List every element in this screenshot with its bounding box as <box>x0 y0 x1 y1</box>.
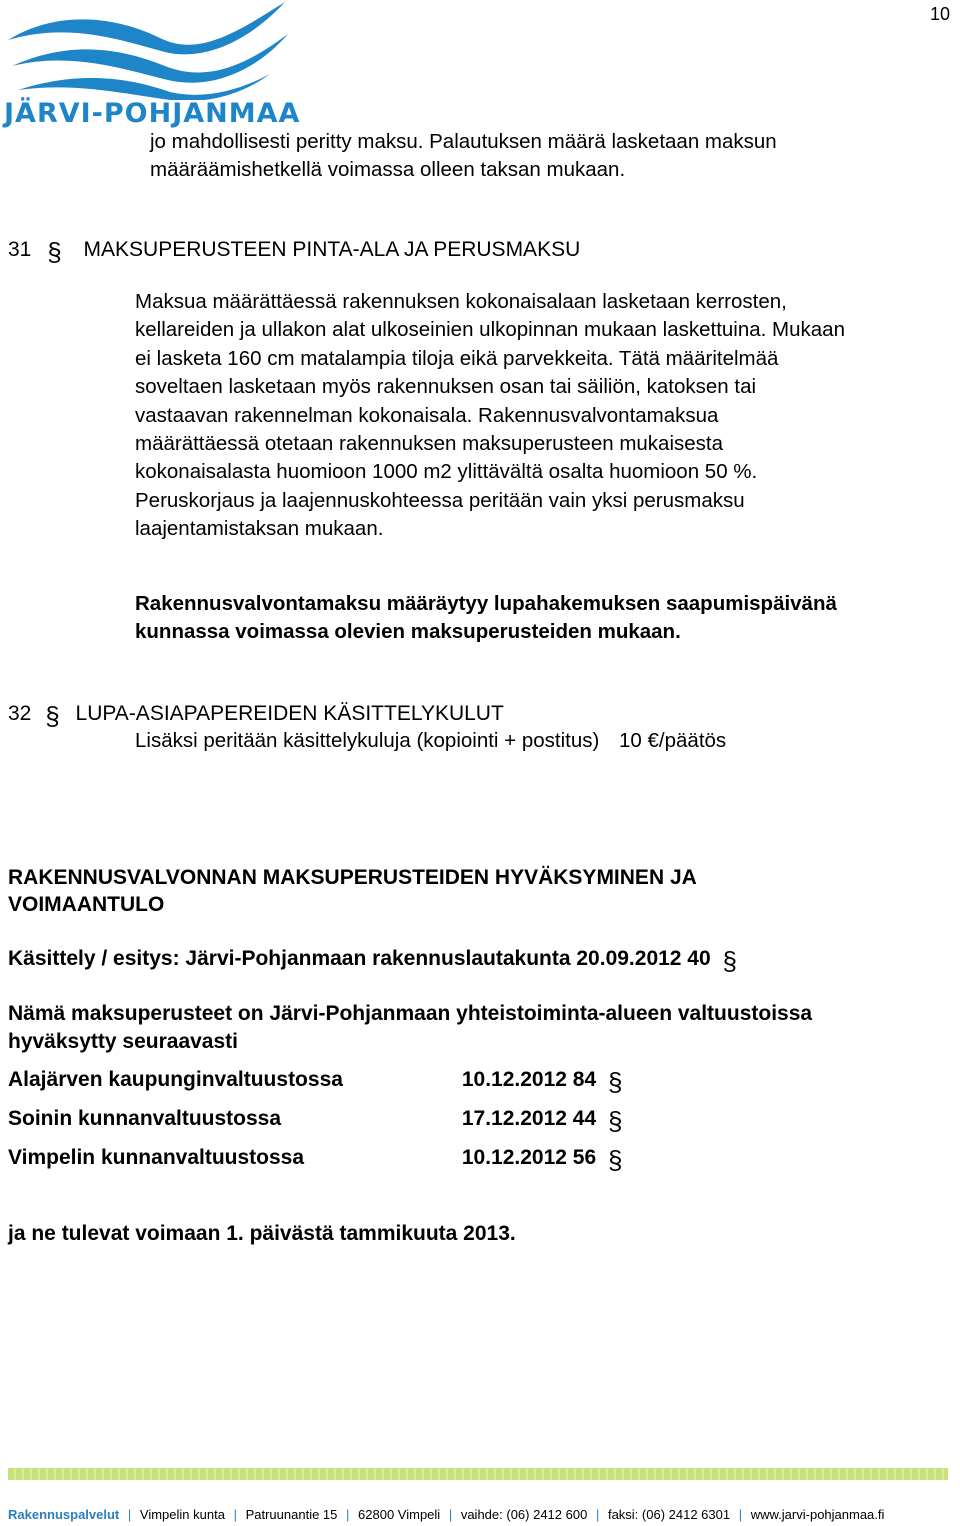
bold-line: Rakennusvalvontamaksu määräytyy lupahakemuksen saapumispäivänä <box>135 592 837 615</box>
footer-website-link[interactable]: www.jarvi-pohjanmaa.fi <box>750 1507 885 1522</box>
footer-item: vaihde: (06) 2412 600 <box>460 1507 588 1522</box>
section-number: 32 <box>8 702 32 725</box>
intro-line: määräämishetkellä voimassa olleen taksan mukaan. <box>150 158 626 182</box>
section-sign: § <box>722 946 737 976</box>
text-line: ei lasketa 160 cm matalampia tiloja eikä parvekkeita. Tätä määritelmää <box>135 346 779 370</box>
approved-line: Nämä maksuperusteet on Järvi-Pohjanmaan yhteistoiminta-alueen valtuustoissa <box>8 1002 813 1025</box>
council-date: 10.12.2012 84 <box>461 1068 597 1091</box>
page-number: 10 <box>929 4 950 24</box>
intro-line: jo mahdollisesti peritty maksu. Palautuksen määrä lasketaan maksun <box>150 130 777 153</box>
text-line: Peruskorjaus ja laajennuskohteessa peritään vain yksi perusmaksu <box>135 488 745 512</box>
text-line: soveltaen lasketaan myös rakennuksen osan tai säiliön, katoksen tai <box>135 375 757 399</box>
section-sign: § <box>607 1106 623 1136</box>
logo-waves-icon <box>0 0 300 100</box>
fee-description: Lisäksi peritään käsittelykuluja (kopiointi + postitus) <box>135 729 600 752</box>
section-32-text <box>135 727 726 755</box>
footer-separator: | <box>233 1507 237 1522</box>
footer-divider <box>8 1468 948 1480</box>
text-line: määrättäessä otetaan rakennuksen maksuperusteen mukaisesta <box>135 432 724 456</box>
section-title: MAKSUPERUSTEEN PINTA-ALA JA PERUSMAKSU <box>83 238 581 261</box>
footer-separator: | <box>346 1507 350 1522</box>
footer-item: Vimpelin kunta <box>139 1507 225 1522</box>
council-row <box>8 1067 622 1098</box>
section-32-heading <box>8 700 504 730</box>
council-date: 17.12.2012 44 <box>461 1107 597 1130</box>
intro-paragraph <box>150 128 777 185</box>
section-sign: § <box>607 1145 623 1175</box>
council-name: Soinin kunnanvaltuustossa <box>8 1107 282 1130</box>
footer-separator: | <box>127 1507 132 1522</box>
council-row <box>8 1106 622 1137</box>
logo <box>0 0 300 130</box>
section-title: LUPA-ASIAPAPEREIDEN KÄSITTELYKULUT <box>75 702 504 725</box>
council-row <box>8 1145 622 1176</box>
text-line: kokonaisalasta huomioon 1000 m2 ylittävältä osalta huomioon 50 %. <box>135 460 758 484</box>
footer-item: faksi: (06) 2412 6301 <box>607 1507 731 1522</box>
fee-amount: 10 €/päätös <box>619 729 727 752</box>
effective-date-line: ja ne tulevat voimaan 1. päivästä tammikuuta 2013. <box>8 1222 516 1245</box>
logo-text: JÄRVI-POHJANMAA <box>4 98 301 129</box>
section-number: 31 <box>8 238 32 261</box>
approved-statement <box>8 1000 812 1056</box>
section-31-bold-note <box>135 590 837 647</box>
approved-line: hyväksytty seuraavasti <box>8 1030 238 1053</box>
text-line: laajentamistaksan mukaan. <box>135 517 384 541</box>
text-line: vastaavan rakennelman kokonaisala. Rakennusvalvontamaksua <box>135 403 719 427</box>
council-date: 10.12.2012 56 <box>461 1146 597 1169</box>
approval-title-line: VOIMAANTULO <box>8 893 165 916</box>
council-name: Alajärven kaupunginvaltuustossa <box>8 1068 343 1091</box>
footer <box>8 1507 884 1522</box>
approval-title <box>8 864 697 918</box>
approval-title-line: RAKENNUSVALVONNAN MAKSUPERUSTEIDEN HYVÄKSYMINEN JA <box>8 866 697 889</box>
section-sign: § <box>45 701 60 731</box>
text-line: kellareiden ja ullakon alat ulkoseinien ulkopinnan mukaan laskettuina. Mukaan <box>135 318 845 342</box>
handling-text: Käsittely / esitys: Järvi-Pohjanmaan rakennuslautakunta 20.09.2012 40 <box>8 947 711 970</box>
footer-item: 62800 Vimpeli <box>358 1507 441 1522</box>
bold-line: kunnassa voimassa olevien maksuperusteiden mukaan. <box>135 620 681 644</box>
council-name: Vimpelin kunnanvaltuustossa <box>8 1146 305 1169</box>
section-sign: § <box>607 1067 623 1097</box>
footer-org: Rakennuspalvelut <box>8 1507 120 1522</box>
footer-separator: | <box>595 1507 600 1522</box>
section-31-heading <box>8 236 580 266</box>
text-line: Maksua määrättäessä rakennuksen kokonaisalaan lasketaan kerrosten, <box>135 290 787 313</box>
section-31-text <box>135 288 845 544</box>
footer-separator: | <box>448 1507 453 1522</box>
footer-separator: | <box>738 1507 743 1522</box>
handling-line <box>8 946 737 977</box>
footer-item: Patruunantie 15 <box>245 1507 338 1522</box>
section-sign: § <box>47 237 62 267</box>
